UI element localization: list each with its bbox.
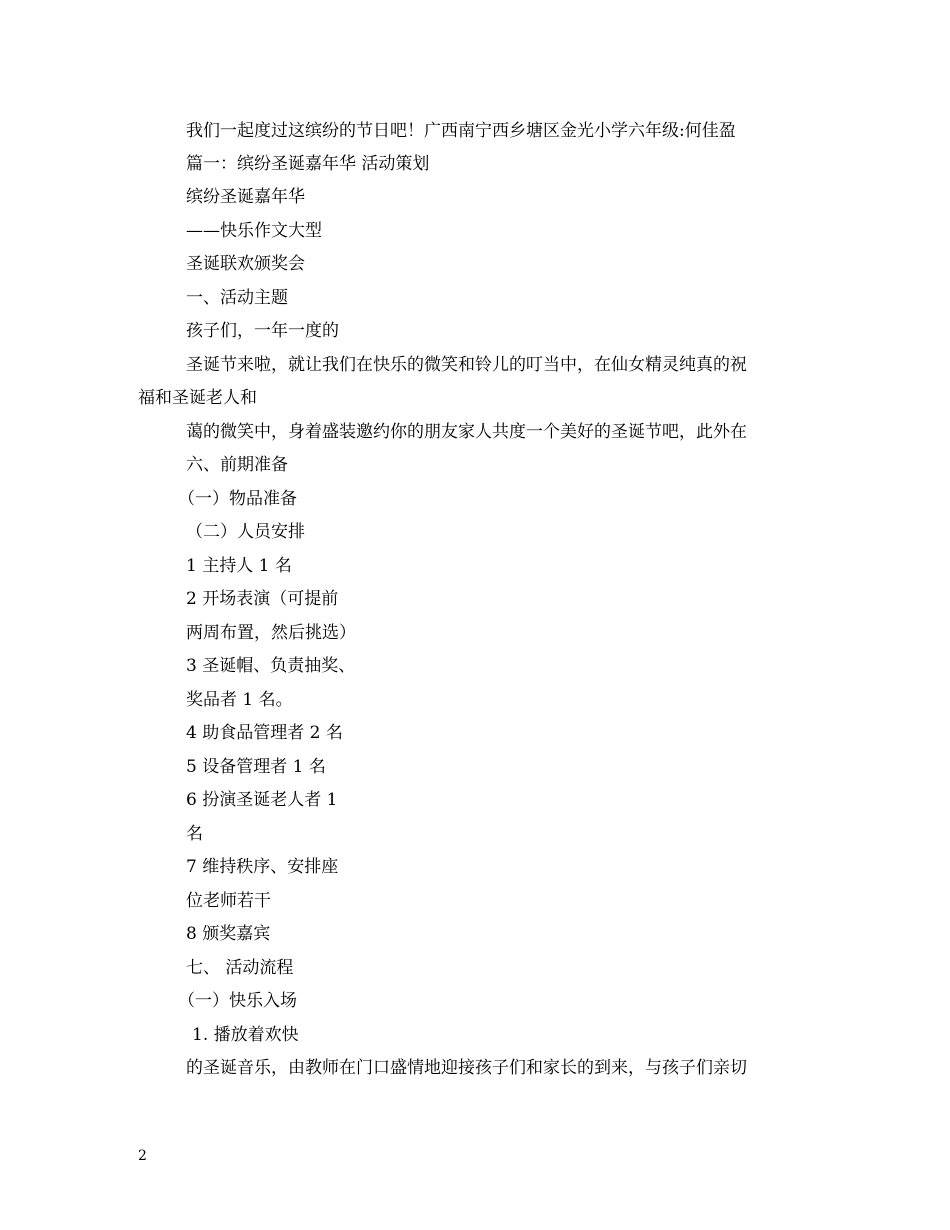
text-line: 7 维持秩序、安排座	[186, 857, 339, 877]
text-line: 1 主持人 1 名	[186, 556, 292, 576]
text-line: 的圣诞音乐，由教师在门口盛情地迎接孩子们和家长的到来，与孩子们亲切	[186, 1058, 747, 1078]
text-line: 两周布置，然后挑选）	[186, 623, 356, 643]
text-line: 六、前期准备	[186, 455, 288, 475]
text-line: 6 扮演圣诞老人者 1	[186, 790, 338, 810]
text-line: 孩子们，一年一度的	[186, 321, 339, 341]
text-line: 2 开场表演（可提前	[186, 589, 339, 609]
page-number: 2	[138, 1148, 147, 1164]
text-line: 缤纷圣诞嘉年华	[186, 187, 305, 207]
text-line: （一）快乐入场	[178, 991, 297, 1011]
text-line: 奖品者 1 名。	[186, 690, 293, 710]
text-line: 4 助食品管理者 2 名	[186, 723, 343, 743]
text-line: 3 圣诞帽、负责抽奖、	[186, 656, 356, 676]
text-line: ——快乐作文大型	[186, 221, 322, 241]
text-line: 蔼的微笑中，身着盛装邀约你的朋友家人共度一个美好的圣诞节吧，此外在	[186, 422, 747, 442]
text-line: 我们一起度过这缤纷的节日吧！广西南宁西乡塘区金光小学六年级:何佳盈	[186, 121, 736, 141]
text-line: 1. 播放着欢快	[192, 1025, 299, 1045]
text-line: 七、 活动流程	[186, 958, 294, 978]
text-line: 位老师若干	[186, 891, 271, 911]
text-line: （二）人员安排	[186, 522, 305, 542]
text-line: 篇一：缤纷圣诞嘉年华 活动策划	[186, 154, 430, 174]
text-line: 5 设备管理者 1 名	[186, 757, 326, 777]
text-line: 一、活动主题	[186, 288, 288, 308]
text-line: 圣诞联欢颁奖会	[186, 254, 305, 274]
text-line: 圣诞节来啦，就让我们在快乐的微笑和铃儿的叮当中，在仙女精灵纯真的祝	[186, 355, 747, 375]
text-line: 名	[186, 824, 203, 844]
text-line: 福和圣诞老人和	[138, 388, 257, 408]
text-line: 8 颁奖嘉宾	[186, 924, 271, 944]
text-line: （一）物品准备	[178, 489, 297, 509]
